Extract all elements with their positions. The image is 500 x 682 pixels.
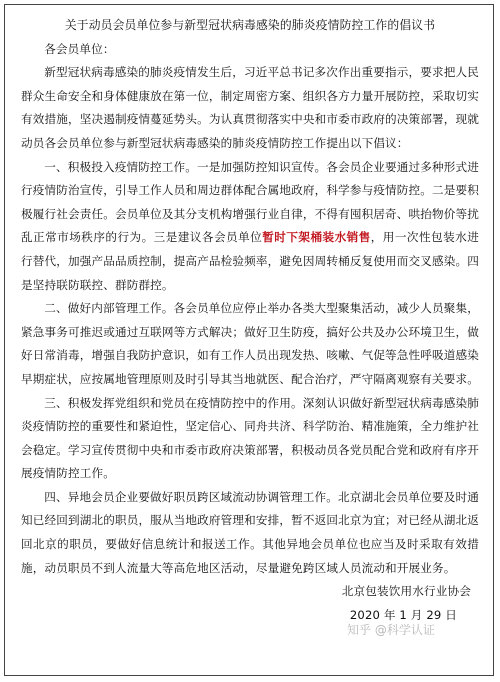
document-title: 关于动员会员单位参与新型冠状病毒感染的肺炎疫情防控工作的倡议书	[64, 18, 436, 32]
section-4-paragraph: 四、异地会员企业要做好职员跨区域流动协调管理工作。北京湖北会员单位要及时通知已经回到湖北的职员，服从当地政府管理和安排，暂不返回北京为宜；对已经从湖北返回北京的职员，要做好信息统计和报送工作。其他异地会员单位也应当及时采取有效措施，动员职员不到人流量大等高危地区活动，尽量避免跨区域人员流动和开展业务。	[21, 489, 480, 575]
signature: 北京包装饮用水行业协会	[341, 584, 471, 599]
watermark	[347, 621, 435, 639]
section-2-paragraph: 二、做好内部管理工作。各会员单位应停止举办各类大型聚集活动，减少人员聚集，紧急事务可推迟或通过互联网等方式解决；做好卫生防疫，搞好公共及办公环境卫生，做好日常消毒，增强自我防护意识，如有工作人员出现发热、咳嗽、气促等急性呼吸道感染早期症状，应按属地管理原则及时引导其当地就医、配合治疗，严守隔离观察有关要求。	[21, 301, 480, 386]
intro-paragraph: 新型冠状病毒感染的肺炎疫情发生后，习近平总书记多次作出重要指示，要求把人民群众生命安全和身体健康放在第一位，制定周密方案、组织各方力量开展防控，采取切实有效措施，坚决遏制疫情蔓延势头。为认真贯彻落实中央和市委市政府的决策部署，现就动员各会员单位参与新型冠状病毒感染的肺炎疫情防控工作提出以下倡议：	[21, 65, 480, 150]
document-page	[4, 4, 494, 676]
watermark-text: 知乎 @科学认证	[347, 623, 435, 637]
date: 2020 年 1 月 29 日	[349, 607, 457, 622]
section-1-paragraph	[21, 156, 479, 298]
section-3-paragraph: 三、积极发挥党组织和党员在疫情防控中的作用。深刻认识做好新型冠状病毒感染肺炎疫情防控的重要性和紧迫性，坚定信心、同舟共济、科学防治、精准施策，全力维护社会稳定。学习宣传贯彻中央和市委市政府决策部署，积极动员各党员配合党和政府有序开展疫情防控工作。	[21, 395, 480, 481]
section-1-text-before: 一、积极投入疫情防控工作。一是加强防控知识宣传。各会员企业要通过多种形式进行疫情防治宣传，引导工作人员和周边群体配合属地政府，科学参与疫情防控。二是要积极履行社会责任。会员单位及其分支机构增强行业自律，不得有囤积居奇、哄抬物价等扰乱正常市场秩序的行为。三是建议各会员单位	[21, 159, 480, 245]
salutation: 各会员单位：	[44, 41, 115, 56]
section-1-text-after: ，用一次性包装水进行替代，加强产品品质控制，提高产品检验频率，避免因周转桶反复使用而交叉感染。四是坚持联防联控、群防群控。	[21, 230, 480, 292]
highlight-text: 暂时下架桶装水销售	[262, 230, 371, 245]
